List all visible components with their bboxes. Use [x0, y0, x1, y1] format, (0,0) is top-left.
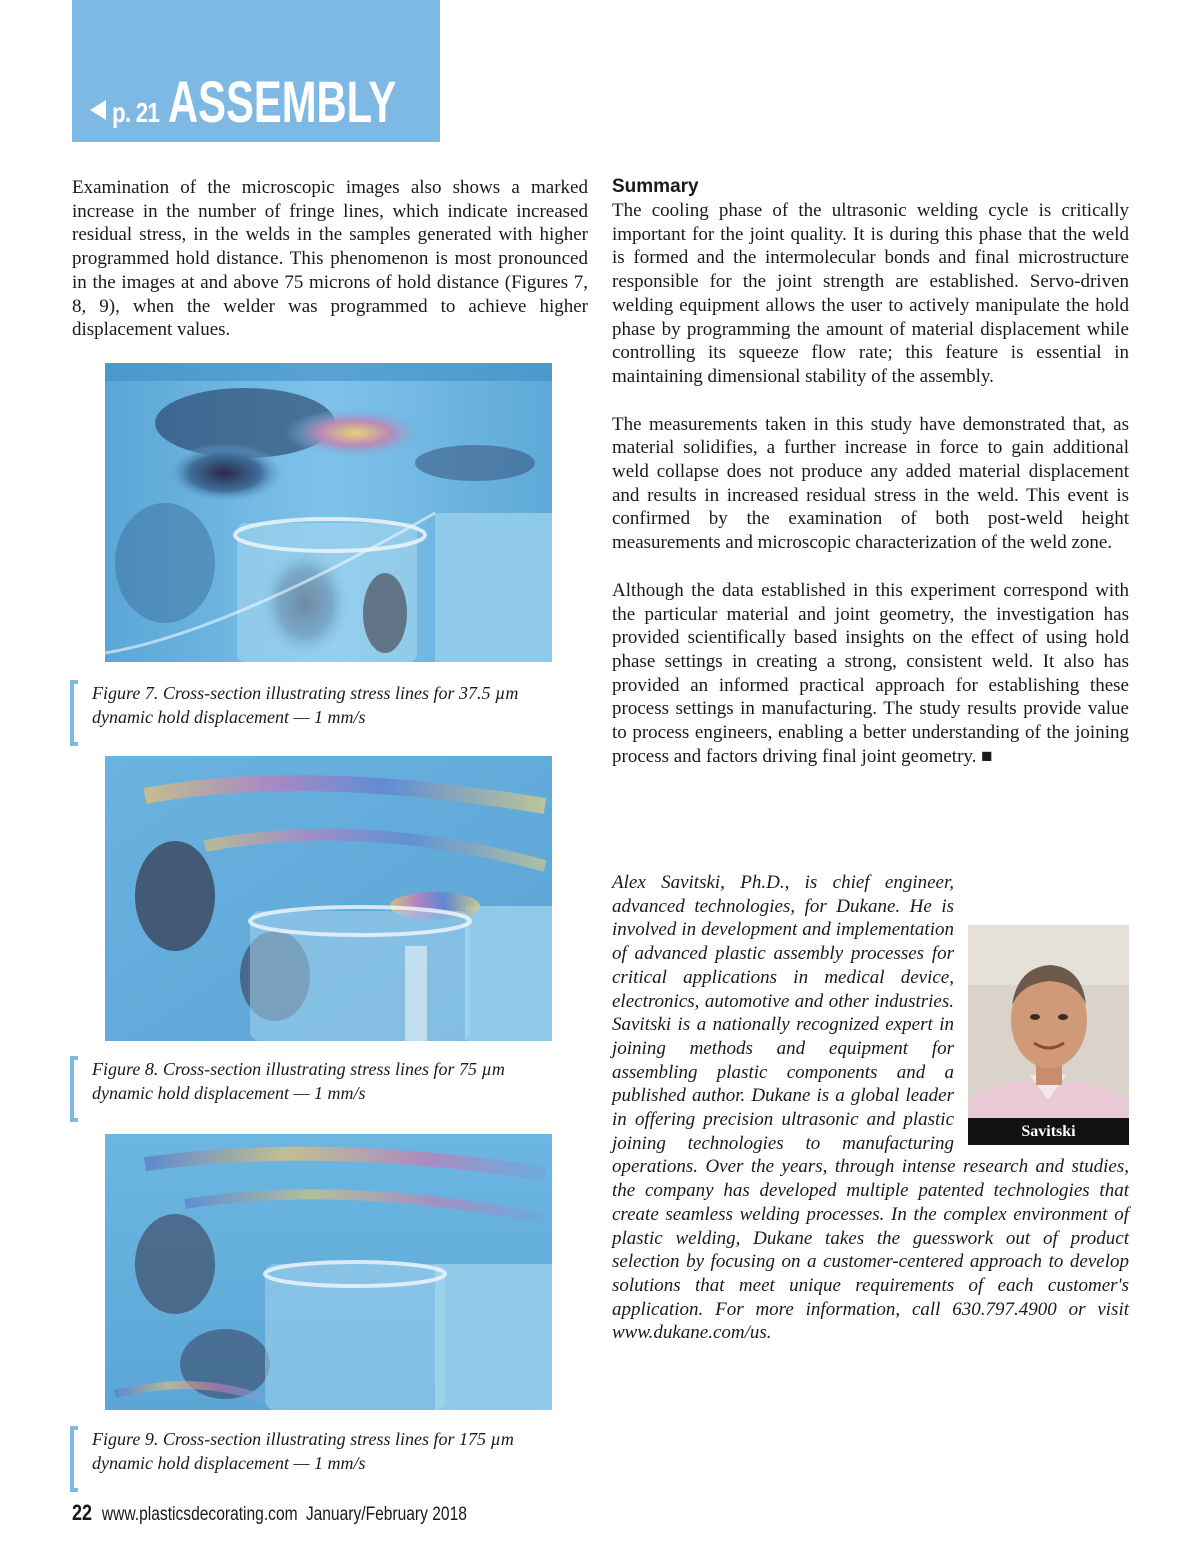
header-line — [90, 70, 485, 135]
author-photo — [968, 925, 1129, 1145]
section-header — [72, 0, 440, 142]
author-bio — [612, 871, 1129, 1345]
figure-9-caption — [70, 1428, 570, 1475]
page-footer — [72, 1500, 467, 1526]
back-arrow-icon[interactable] — [90, 100, 106, 120]
figure-7-caption — [70, 682, 570, 729]
intro-column — [72, 176, 588, 342]
caption-bracket — [70, 1426, 78, 1492]
caption-bracket — [70, 1056, 78, 1122]
website-link[interactable]: www.plasticsdecorating.com — [101, 1504, 298, 1525]
caption-bracket — [70, 680, 78, 746]
caption-text: Figure 8. Cross-section illustrating stress lines for 75 µm dynamic hold displacement — 1 mm/s — [92, 1059, 505, 1103]
summary-paragraph-3: Although the data established in this experiment correspond with the particular material and joint geometry, the investigation has provided scientifically based insights on the effect of using hold phase settings in creating a strong, consistent weld. It also has provided an informed practical approach for establishing these process settings in manufacturing. The study results provide value to process engineers, enabling a better understanding of the joining process and factors driving final joint geometry. ■ — [612, 579, 1129, 767]
bio-text: Alex Savitski, Ph.D., is chief engineer, advanced technologies, for Dukane. He is involved in development and implementation of advanced plastic assembly processes for critical applications in medical device, electronics, automotive and other industries. Savitski is a nationally recognized expert in joining methods and equipment for assembling plastic components and a published author. Dukane is a global leader in offering precision ultrasonic and plastic joining technologies to manufacturing operations. Over the years, through intense research and studies, the company has developed multiple patented technologies that create seamless welding processes. In the complex environment of plastic welding, Dukane takes the guesswork out of product selection by focusing on a customer-centered approach to develop solutions that meet unique requirements of each customer's application. For more information, call 630.797.4900 or visit www.dukane.com/us. — [612, 872, 1129, 1344]
page-number: 22 — [72, 1500, 93, 1525]
summary-paragraph-1: The cooling phase of the ultrasonic welding cycle is critically important for the joint quality. It is during this phase that the weld is formed and the intermolecular bonds and final microstructure responsible for the joint strength are established. Servo-driven welding equipment allows the user to actively manipulate the hold phase by programming the amount of material displacement while controlling its squeeze flow rate; this feature is essential in maintaining dimensional stability of the assembly. — [612, 200, 1129, 387]
intro-paragraph: Examination of the microscopic images also shows a marked increase in the number of fringe lines, which indicate increased residual stress, in the welds in the samples generated with higher programmed hold distance. This phenomenon is most pronounced in the images at and above 75 microns of hold distance (Figures 7, 8, 9), when the welder was programmed to achieve higher displacement values. — [72, 177, 588, 341]
page-reference-link[interactable]: p. 21 — [112, 97, 160, 128]
figure-7-image — [105, 363, 552, 662]
issue-date: January/February 2018 — [305, 1504, 467, 1525]
figure-8-image — [105, 756, 552, 1041]
figure-9-image — [105, 1134, 552, 1410]
caption-text: Figure 7. Cross-section illustrating stress lines for 37.5 µm dynamic hold displacement — 1 mm/s — [92, 683, 519, 727]
summary-paragraph-2: The measurements taken in this study have demonstrated that, as material solidifies, a further increase in force to gain additional weld collapse does not produce any added material displacement and results in increased residual stress in the weld. This event is confirmed by the examination of both post-weld height measurements and microscopic characterization of the weld zone. — [612, 413, 1129, 554]
summary-section — [612, 176, 1129, 768]
section-title: ASSEMBLY — [168, 70, 397, 135]
figure-8-caption — [70, 1058, 570, 1105]
summary-heading: Summary — [612, 176, 699, 197]
photo-caption-label: Savitski — [968, 1118, 1129, 1145]
caption-text: Figure 9. Cross-section illustrating stress lines for 175 µm dynamic hold displacement — 1 mm/s — [92, 1429, 514, 1473]
